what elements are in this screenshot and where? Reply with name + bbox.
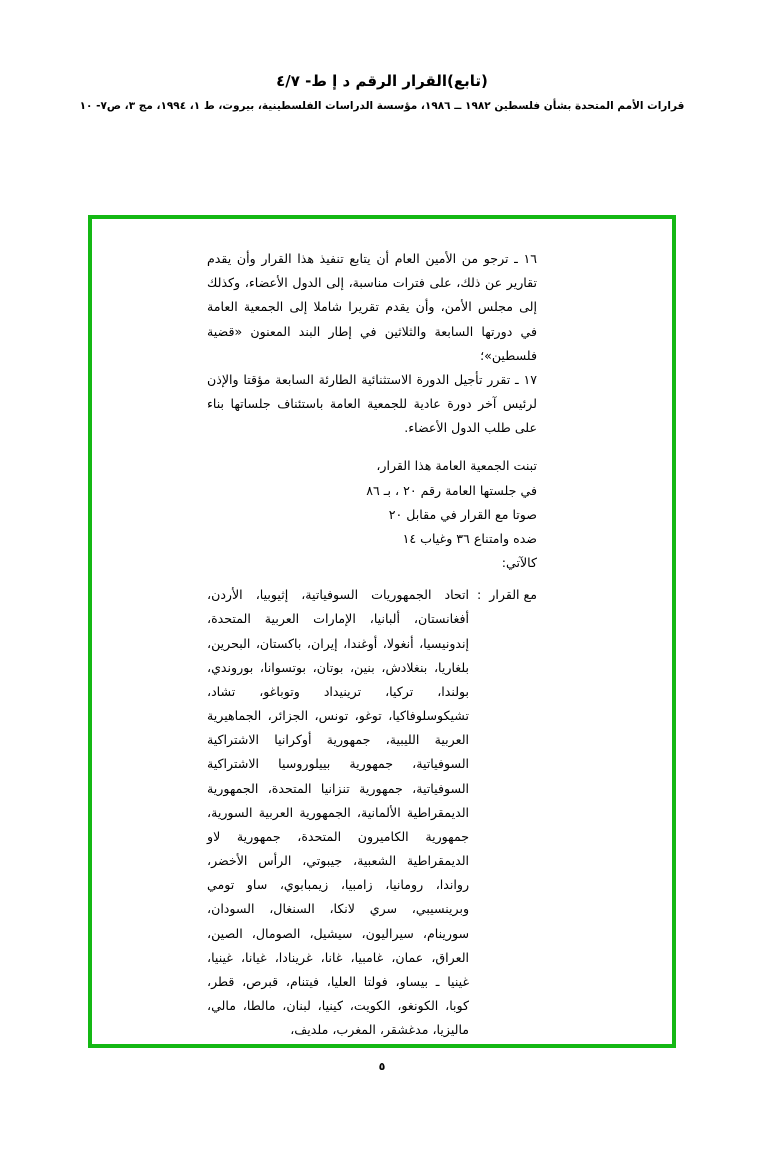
- in-favour-label: مع القرار: [489, 587, 537, 603]
- page-header: [0, 72, 764, 112]
- page-subtitle: قرارات الأمم المتحدة بشأن فلسطين ١٩٨٢ ــ ١٩٨٦، مؤسسة الدراسات الفلسطينية، بيروت، ط ١، ١٩٩٤، مج ٣، ص٧- ١٠: [79, 100, 685, 112]
- vote-summary: [207, 454, 537, 575]
- in-favour-block: [207, 583, 537, 1042]
- content-frame: [88, 215, 676, 1048]
- as-follows-label: كالآتي:: [501, 555, 537, 571]
- document-body: [207, 247, 537, 1043]
- vote-line: في جلستها العامة رقم ٢٠ ، بـ ٨٦: [366, 482, 537, 498]
- paragraph-17: ١٧ ـ تقرر تأجيل الدورة الاستثنائية الطارئة السابعة مؤقتا والإذن لرئيس آخر دورة عادية للجمعية العامة باستئناف جلساتها بناء على طلب الدول الأعضاء.: [207, 371, 537, 436]
- document-page: [0, 72, 764, 1154]
- vote-line: تبنت الجمعية العامة هذا القرار،: [376, 458, 537, 474]
- vote-line: ضده وامتناع ٣٦ وغياب ١٤: [402, 530, 537, 546]
- vote-line: صوتا مع القرار في مقابل ٢٠: [388, 506, 537, 522]
- page-title: (تابع)القرار الرقم د إ ط- ٤/٧: [276, 72, 488, 90]
- paragraph-16: ١٦ ـ ترجو من الأمين العام أن يتابع تنفيذ هذا القرار وأن يقدم تقارير عن ذلك، على فترات مناسبة، إلى الدول الأعضاء، وكذلك إلى مجلس الأمن، وأن يقدم تقريرا شاملا إلى الجمعية العامة في دورتها السابعة والثلاثين في إطار البند المعنون «قضية فلسطين»؛: [207, 251, 537, 363]
- in-favour-colon: :: [477, 587, 482, 603]
- in-favour-countries: اتحاد الجمهوريات السوفياتية، إثيوبيا، الأردن، أفغانستان، ألبانيا، الإمارات العربية المتحدة، إندونيسيا، أنغولا، أوغندا، إيران، باكستان، البحرين، بلغاريا، بنغلادش، بنين، بوتان، بوتسوانا، بوروندي، بولندا، تركيا، ترينيداد وتوباغو، تشاد، تشيكوسلوفاكيا، توغو، تونس، الجزائر، الجماهيرية العربية الليبية، جمهورية أوكرانيا الاشتراكية السوفياتية، جمهورية بييلوروسيا الاشتراكية السوفياتية، جمهورية تنزانيا المتحدة، الجمهورية الديمقراطية الألمانية، الجمهورية العربية السورية، جمهورية الكاميرون المتحدة، جمهورية لاو الديمقراطية الشعبية، جيبوتي، الرأس الأخضر، رواندا، رومانيا، زامبيا، زيمبابوي، ساو تومي وبرينسيبي، سري لانكا، السنغال، السودان، سورينام، سيراليون، سيشيل، الصومال، الصين، العراق، عمان، غامبيا، غانا، غرينادا، غيانا، غينيا، غينيا ـ بيساو، فولتا العليا، فيتنام، قبرص، قطر، كوبا، الكونغو، الكويت، كينيا، لبنان، مالطا، مالي، ماليزيا، مدغشقر، المغرب، ملديف،: [207, 587, 470, 1038]
- page-number: ٥: [378, 1060, 386, 1073]
- spacer: [207, 440, 537, 454]
